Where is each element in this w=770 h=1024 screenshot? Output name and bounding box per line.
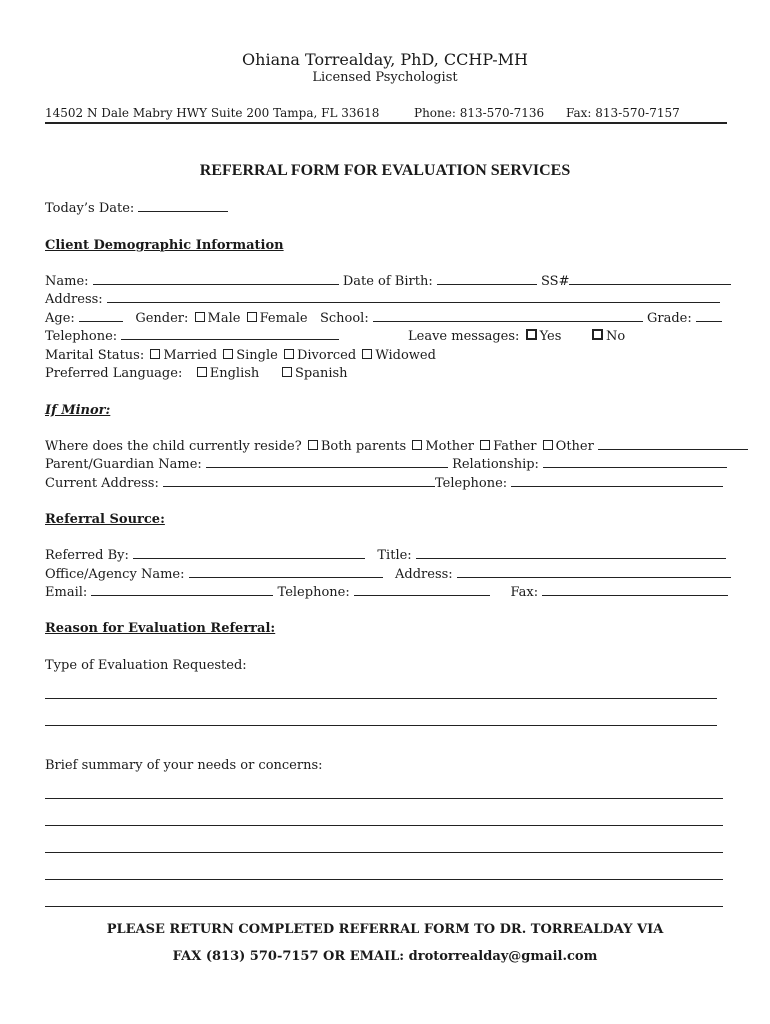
dob-field[interactable] (437, 274, 537, 285)
no-checkbox[interactable] (592, 329, 603, 340)
father-label: Father (493, 439, 537, 454)
summary-line[interactable] (45, 798, 723, 799)
referral-address-field[interactable] (457, 567, 731, 578)
name-label: Name: (45, 274, 89, 289)
no-option (590, 329, 625, 344)
referral-address-label: Address: (395, 567, 453, 582)
todays-date-row (45, 201, 228, 216)
english-checkbox[interactable] (197, 367, 207, 377)
other-label: Other (555, 439, 594, 454)
male-checkbox[interactable] (195, 312, 205, 322)
footer-instruction: PLEASE RETURN COMPLETED REFERRAL FORM TO DR. TORREALDAY VIA (106, 922, 664, 937)
agency-label: Office/Agency Name: (45, 567, 185, 582)
referral-telephone-field[interactable] (354, 585, 490, 596)
married-checkbox[interactable] (150, 349, 160, 359)
mother-checkbox[interactable] (412, 440, 422, 450)
practitioner-name: Ohiana Torrealday, PhD, CCHP-MH (242, 50, 528, 69)
telephone-label: Telephone: (45, 329, 118, 344)
referred-by-label: Referred By: (45, 548, 129, 563)
divorced-checkbox[interactable] (284, 349, 294, 359)
referral-contact-row (45, 585, 728, 600)
school-label: School: (319, 311, 369, 326)
leave-messages-label: Leave messages: (408, 329, 520, 344)
reason-section-heading: Reason for Evaluation Referral: (45, 621, 276, 636)
referral-section-heading: Referral Source: (45, 512, 165, 527)
grade-label: Grade: (646, 311, 692, 326)
name-field[interactable] (93, 274, 339, 285)
address-field[interactable] (107, 292, 720, 303)
divorced-label: Divorced (296, 348, 357, 363)
referred-by-row (45, 548, 726, 563)
evaluation-type-line[interactable] (45, 725, 717, 726)
summary-label: Brief summary of your needs or concerns: (45, 758, 323, 773)
single-label: Single (236, 348, 278, 363)
ss-field[interactable] (569, 274, 731, 285)
referred-by-field[interactable] (133, 548, 365, 559)
reside-label: Where does the child currently reside? (45, 439, 302, 454)
minor-telephone-label: Telephone: (434, 476, 508, 491)
footer-contact: FAX (813) 570-7157 OR EMAIL: drotorrealday@gmail.com (172, 949, 598, 964)
client-section-heading: Client Demographic Information (45, 238, 284, 253)
male-label: Male (207, 311, 241, 326)
email-field[interactable] (91, 585, 273, 596)
female-checkbox[interactable] (247, 312, 257, 322)
spanish-checkbox[interactable] (282, 367, 292, 377)
school-field[interactable] (373, 311, 643, 322)
client-telephone-row (45, 329, 339, 344)
grade-field[interactable] (696, 311, 722, 322)
no-label: No (606, 329, 626, 344)
client-age-row (45, 311, 722, 326)
office-phone: Phone: 813-570-7136 (414, 106, 545, 120)
address-label: Address: (45, 292, 103, 307)
language-row (45, 366, 348, 381)
referral-title-field[interactable] (416, 548, 726, 559)
referral-fax-label: Fax: (510, 585, 539, 600)
yes-checkbox[interactable] (526, 329, 537, 340)
guardian-label: Parent/Guardian Name: (45, 457, 202, 472)
guardian-row (45, 457, 727, 472)
summary-line[interactable] (45, 825, 723, 826)
header-divider (45, 122, 727, 124)
summary-line[interactable] (45, 879, 723, 880)
leave-messages-row (408, 329, 561, 344)
guardian-field[interactable] (206, 457, 448, 468)
married-label: Married (163, 348, 218, 363)
minor-telephone-field[interactable] (511, 476, 723, 487)
agency-row (45, 567, 731, 582)
current-address-field[interactable] (163, 476, 435, 487)
reside-row (45, 439, 748, 454)
gender-label: Gender: (135, 311, 189, 326)
summary-line[interactable] (45, 906, 723, 907)
summary-line[interactable] (45, 852, 723, 853)
relationship-field[interactable] (543, 457, 727, 468)
client-address-row (45, 292, 720, 307)
todays-date-label: Today’s Date: (45, 201, 135, 216)
other-field[interactable] (598, 439, 748, 450)
form-title: REFERRAL FORM FOR EVALUATION SERVICES (199, 162, 571, 179)
email-label: Email: (45, 585, 88, 600)
widowed-label: Widowed (375, 348, 436, 363)
referral-fax-field[interactable] (542, 585, 728, 596)
widowed-checkbox[interactable] (362, 349, 372, 359)
evaluation-type-label: Type of Evaluation Requested: (45, 658, 247, 673)
telephone-field[interactable] (121, 329, 339, 340)
yes-label: Yes (539, 329, 562, 344)
age-field[interactable] (79, 311, 123, 322)
referral-telephone-label: Telephone: (277, 585, 350, 600)
other-checkbox[interactable] (543, 440, 553, 450)
age-label: Age: (45, 311, 75, 326)
client-name-row (45, 274, 731, 289)
todays-date-field[interactable] (138, 201, 228, 212)
agency-field[interactable] (189, 567, 383, 578)
female-label: Female (259, 311, 308, 326)
marital-status-row (45, 348, 436, 363)
office-fax: Fax: 813-570-7157 (566, 106, 680, 120)
ss-label: SS# (541, 274, 570, 289)
relationship-label: Relationship: (452, 457, 539, 472)
dob-label: Date of Birth: (342, 274, 433, 289)
mother-label: Mother (425, 439, 474, 454)
credential: Licensed Psychologist (312, 70, 458, 85)
language-label: Preferred Language: (45, 366, 183, 381)
both-parents-label: Both parents (320, 439, 407, 454)
current-address-label: Current Address: (45, 476, 159, 491)
english-label: English (209, 366, 260, 381)
both-parents-checkbox[interactable] (308, 440, 318, 450)
minor-section-heading: If Minor: (45, 403, 111, 418)
current-address-row (45, 476, 723, 491)
marital-label: Marital Status: (45, 348, 145, 363)
spanish-label: Spanish (294, 366, 348, 381)
referral-title-label: Title: (377, 548, 412, 563)
single-checkbox[interactable] (223, 349, 233, 359)
office-address: 14502 N Dale Mabry HWY Suite 200 Tampa, FL 33618 (45, 106, 380, 120)
father-checkbox[interactable] (480, 440, 490, 450)
evaluation-type-line[interactable] (45, 698, 717, 699)
